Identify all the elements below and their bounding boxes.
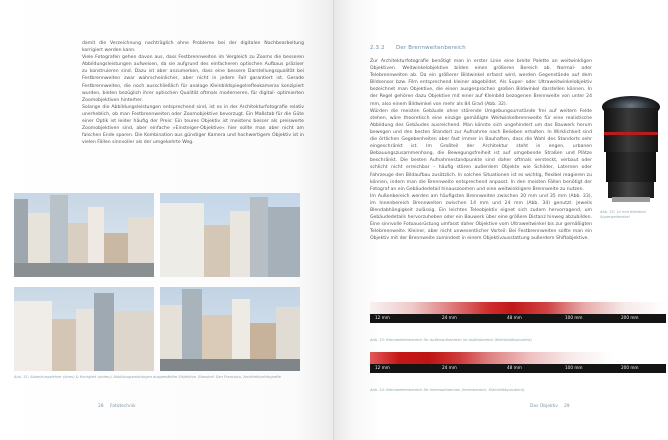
tick-label: 48 mm <box>507 315 522 320</box>
lens-photo <box>600 94 662 206</box>
photo-caption: Abb. 31: Ablenkungsfehler (oben) & Korrigiert (unten); Abbildungsleistungen ausgewählter Objektive. Standort: San Francisco, Architekturfotografie <box>14 375 281 379</box>
focal-range-bar <box>370 302 666 314</box>
photo-buildings-1 <box>14 193 154 277</box>
tick-label: 24 mm <box>442 365 457 370</box>
running-footer-right: Das Objektiv <box>530 404 559 409</box>
right-paragraph: Im Außenbereich werden am häufigsten Brennweiten zwischen 20 mm und 35 mm (Abb. 33), im Innenbereich Brennweiten zwischen 14 mm und 24 mm (Abb. 34) genutzt. Jeweils Blendabhängigkeit zulässig. Ein leichtes Teleobjektiv eignet sich zudem hervorragend, um Gebäudedetails hervorzuheben oder ein Bauwerk über eine größere Distanz hinweg abzubilden. Eine sinnvolle Fotoausrüstung umfasst daher Objektive vom Ultraweitwinkel bis zur gemäßigten Telebrennweite. Kleiner, aber nicht unwesentlicher Vorteil: Bei Festbrennweiten sollte man ein Objektiv mit der Brennweite zumindest in einem Objektivausstattung außerdem Shiftobjektive. <box>370 193 592 242</box>
tick-label: 200 mm <box>621 365 639 370</box>
bar-caption-outdoor: Abb. 33: Brennweitenbereich für Außenaufnahmen im Außenbereich (Kleinbildäquivalent) <box>370 338 532 342</box>
right-paragraph: Zur Architekturfotografie benötigt man in erster Linie eine breite Palette an weitwinkligen Objektiven. Weitwinkelobjektive bilden einen größeren Bereich ab. Normal- oder Telebrennweiten ab. Da ein größerer Bildwinkel erfasst wird, werden Gegenstände auf dem Bildsensor bzw. Film entsprechend kleiner abgebildet. Als Super- oder Ultraweitwinkelobjektiv bezeichnet man Objektive, die einen ausgesprochen großen Bildwinkel darstellen können. In der Regel gehören dazu Objektive mit einer auf Kleinbild bezogenen Brennweite von unter 24 mm, also einem Bildwinkel von mehr als 84 Grad (Abb. 32). <box>370 59 592 107</box>
right-page <box>334 0 668 440</box>
right-body-text <box>370 58 592 242</box>
photo-buildings-2 <box>160 193 300 277</box>
photo-buildings-3 <box>14 287 154 371</box>
tick-label: 200 mm <box>621 315 639 320</box>
tick-label: 100 mm <box>565 315 583 320</box>
section-title: Der Brennweitenbereich <box>396 45 466 51</box>
focal-range-bar <box>370 352 666 364</box>
photo-buildings-4 <box>160 287 300 371</box>
tick-label: 100 mm <box>565 365 583 370</box>
section-number: 2.3.2 <box>370 45 385 51</box>
left-body-text <box>82 40 304 146</box>
tick-label: 48 mm <box>507 365 522 370</box>
right-paragraph: Würden die meisten Gebäude ohne störende Umgebungsumstände frei auf weitem Felde stehen, wäre theoretisch eine einzige gemäßigte Weitwinkelbrennweite für eine realistische Abbildung des Gebäudes ausreichend. Man könnte sich ungehindert um das Bauwerk herum bewegen und den besten Standort zur Aufnahme nach Belieben erhalten. In Wirklichkeit sind die örtlichen Gegebenheiten aber fast immer in Bauhaften, dass die Wahl des Standorts sehr eingeschränkt ist. Im Großteil der Architektur steht in engen, urbanen Bebauungszusammenhang, die Bewegungsfreiheit ist auf umgebende Straßen und Plätze beschränkt. Die besten Aufnahmestandpunkte sind daher oftmals versteckt, verbaut oder schlicht nicht erreichbar – häufig stören außerdem Objekte wie Schilder, Laternen oder Fahrzeuge den Bildaufbau zusätzlich. In solchen Situationen ist es wichtig, flexibel reagieren zu können, indem man die Brennweite entsprechend anpasst. In den meisten Fällen benötigt der Fotograf an ein Gebäudedetail hinauszoomen und eine weitwinkligere Brennweite zu nutzen. <box>370 108 592 192</box>
tick-label: 12 mm <box>375 365 390 370</box>
left-paragraph: Solange die Abbildungsleistungen entsprechend sind, ist es in der Architekturfotografie relativ unerheblich, ob man Festbrennweiten oder Zoomobjektive bevorzugt. Ein Maßstab für die Güte einer Optik ist leider häufig der Preis: Ein teures Objektiv ist meistens besser als preiswerte Zoomobjektiven sind, aber einfache »Einsteiger-Objektive« hier sollte man aber nicht am falschen Ende sparen. Die Kombination aus günstiger Kamera und hochwertigem Objektiv ist in vielen Fällen sinnvoller als der umgekehrte Weg. <box>82 104 304 146</box>
left-paragraph: Viele Fotografen gehen davon aus, dass Festbrennweiten im Vergleich zu Zooms die besseren Abbildungsleistungen aufweisen, da sie aufgrund des einfacheren optischen Aufbaus präziser zu konstruieren sind. Dazu ist aber anzumerken, dass eine bessere Darstellungsqualität bei Festbrennweiten zwar wahrscheinlicher, aber nicht in jedem Fall garantiert ist. Gerade Festbrennweiten, die noch ausschließlich für analoge Kleinbildspiegelreflexkameras konzipiert wurden, bieten bezüglich ihrer optischen Qualität oftmals moderneren, für digital- optimierten Zoomobjektiven hinterher. <box>82 55 304 103</box>
left-paragraph: damit die Verzeichnung nachträglich ohne Probleme bei der digitalen Nachbearbeitung korrigiert werden kann. <box>82 41 304 54</box>
lens-caption: Abb. 32: 14 mm Kleinbild-Superweitwinkel <box>600 210 647 219</box>
running-footer-left: Fototechnik <box>110 404 136 409</box>
page-number-left: 28 <box>98 404 104 409</box>
page-number-right: 29 <box>564 404 570 409</box>
tick-label: 12 mm <box>375 315 390 320</box>
tick-label: 24 mm <box>442 315 457 320</box>
bar-caption-indoor: Abb. 34: Brennweitenbereich für Innenaufnahmen (Innenbereich, Kleinbildäquivalent) <box>370 388 525 392</box>
